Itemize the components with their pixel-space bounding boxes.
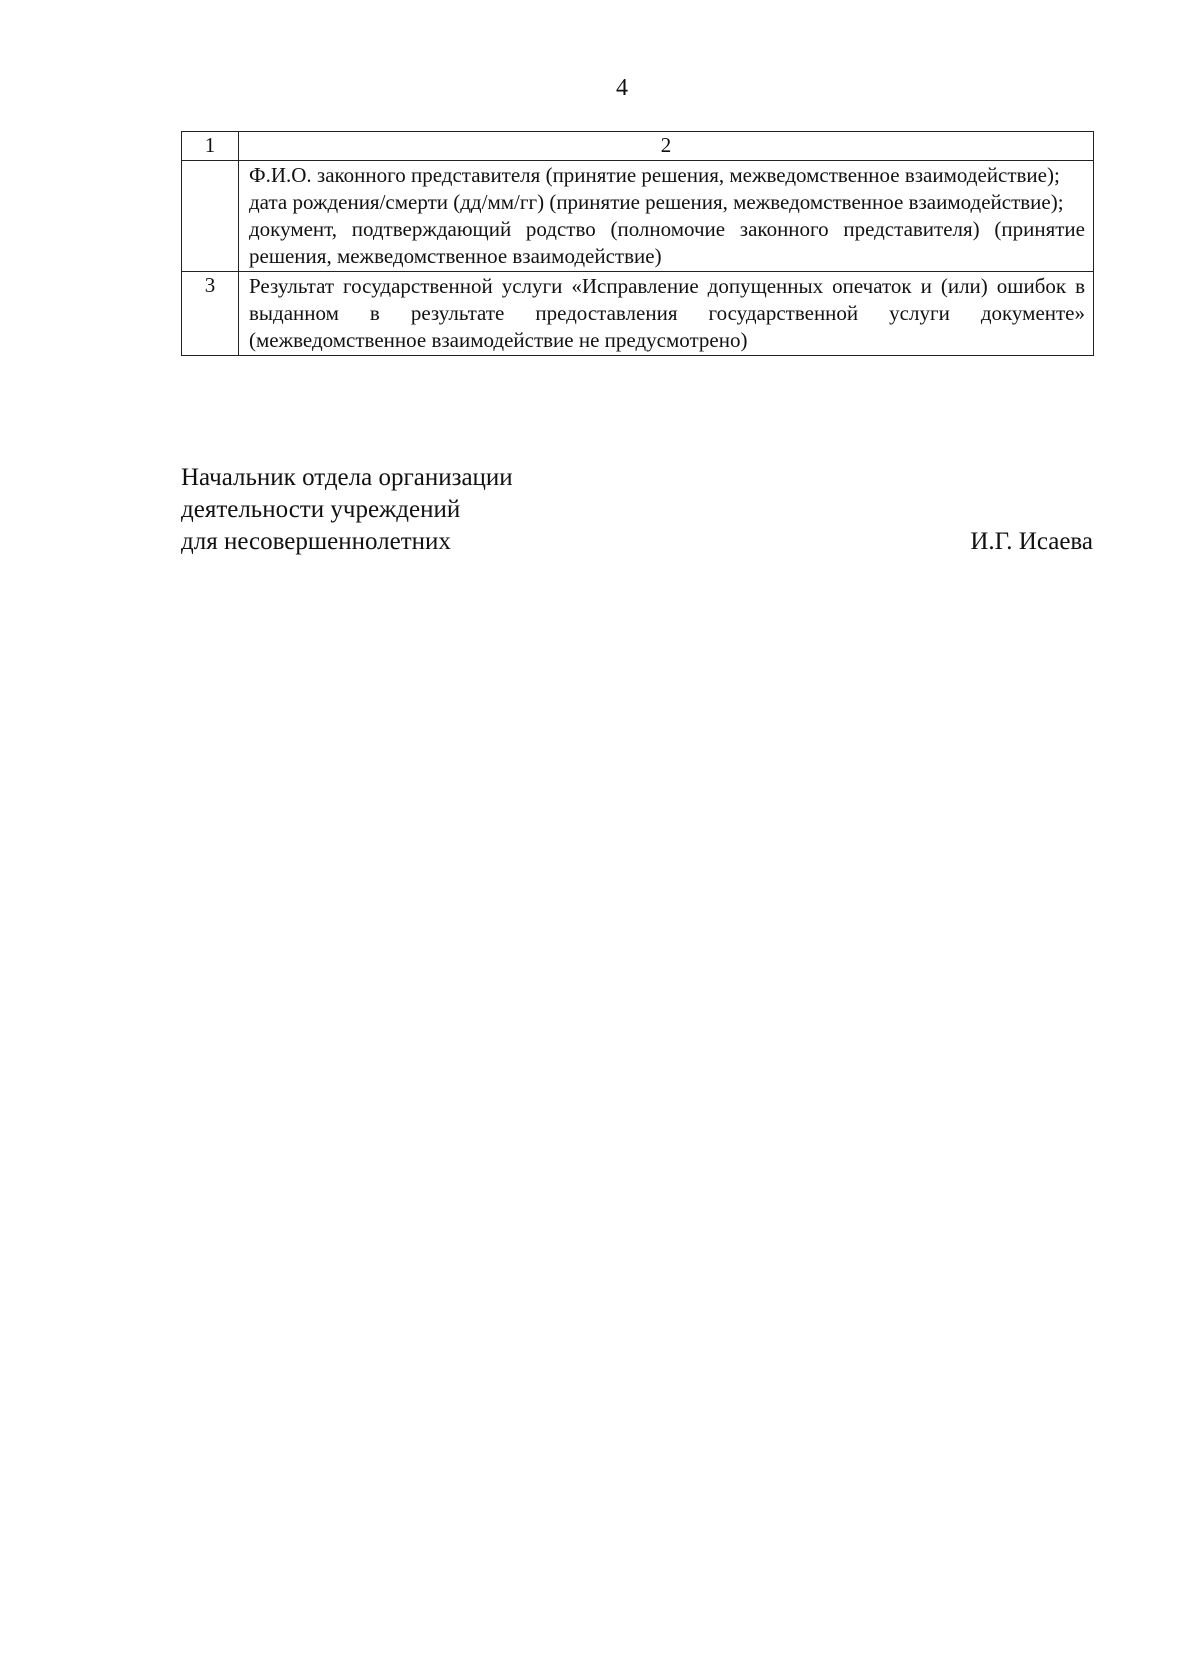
table-row-content [239,272,1094,356]
table-row-number: 3 [182,272,239,356]
signatory-position-line: деятельности учреждений [181,496,461,523]
table-row-number [182,161,239,272]
table-header-cell: 2 [239,132,1094,161]
table-row [182,161,1094,272]
signatory-position-line: Начальник отдела организации [181,464,513,491]
table-header-row [182,132,1094,161]
signatory-name: И.Г. Исаева [970,528,1093,555]
table-row-content [239,161,1094,272]
signature-block [181,462,1093,558]
table-paragraph: дата рождения/смерти (дд/мм/гг) (принятие решения, межведомственное взаимодействие); [249,190,1064,214]
table-paragraph: Ф.И.О. законного представителя (принятие решения, межведомственное взаимодействие); [249,163,1060,187]
table-paragraph: документ, подтверждающий родство (полномочие законного представителя) (принятие решения, межведомственное взаимодействие) [249,217,1085,268]
document-table [181,131,1094,356]
table-header-cell: 1 [182,132,239,161]
signatory-position-line: для несовершеннолетних [181,528,451,555]
page-number: 4 [616,75,628,101]
table-paragraph: Результат государственной услуги «Исправление допущенных опечаток и (или) ошибок в выданном в результате предоставления государственной услуги документе» (межведомственное взаимодействие не предусмотрено) [249,274,1085,352]
table-row [182,272,1094,356]
